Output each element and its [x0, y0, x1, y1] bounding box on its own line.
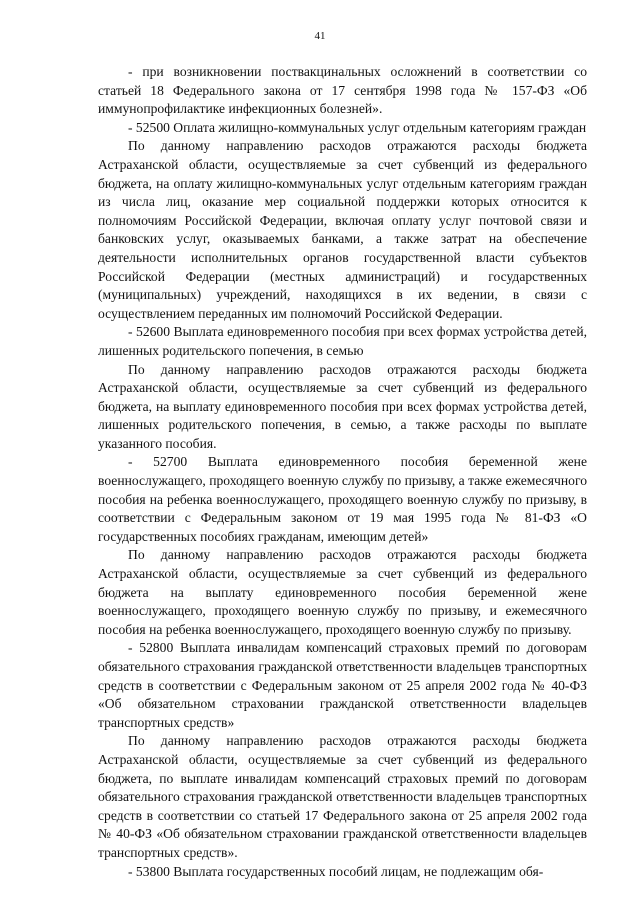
- document-body: [98, 63, 587, 881]
- paragraph: - 52800 Выплата инвалидам компенсаций страховых премий по договорам обязательного страхования гражданской ответственности владельцев транспортных средств в соответствии с Федеральным законом от 25 апреля 2002 года № 40-ФЗ «Об обязательном страховании гражданской ответственности владельцев транспортных средств»: [98, 640, 587, 730]
- paragraph: По данному направлению расходов отражаются расходы бюджета Астраханской области, осуществляемые за счет субвенций из федерального бюджета на выплату единовременного пособия беременной жене военнослужащего, проходящего военную службу по призыву, и ежемесячного пособия на ребенка военнослужащего, проходящего военную службу по призыву.: [98, 547, 587, 637]
- paragraph: По данному направлению расходов отражаются расходы бюджета Астраханской области, осуществляемые за счет субвенций из федерального бюджета, на выплату единовременного пособия при всех формах устройства детей, лишенных родительского попечения, в семью, а также расходы по выплате указанного пособия.: [98, 361, 587, 451]
- paragraph: - 52500 Оплата жилищно-коммунальных услуг отдельным категориям граждан: [128, 119, 587, 135]
- paragraph: По данному направлению расходов отражаются расходы бюджета Астраханской области, осуществляемые за счет субвенций из федерального бюджета, на оплату жилищно-коммунальных услуг отдельным категориям граждан из числа лиц, оказание мер социальной поддержки которых относится к полномочиям Российской Федерации, включая оплату услуг почтовой связи и банковских услуг, оказываемых банками, а также затрат на обеспечение деятельности исполнительных органов государственной власти субъектов Российской Федерации (местных администраций) и государственных (муниципальных) учреждений, находящихся в их ведении, в связи с осуществлением переданных им полномочий Российской Федерации.: [98, 138, 587, 321]
- paragraph: - при возникновении поствакцинальных осложнений в соответствии со статьей 18 Федерального закона от 17 сентября 1998 года № 157-ФЗ «Об иммунопрофилактике инфекционных болезней».: [98, 64, 587, 117]
- paragraph: - 52700 Выплата единовременного пособия беременной жене военнослужащего, проходящего военную службу по призыву, а также ежемесячного пособия на ребенка военнослужащего, проходящего военную службу по призыву, в соответствии с Федеральным законом от 19 мая 1995 года № 81-ФЗ «О государственных пособиях гражданам, имеющим детей»: [98, 454, 587, 544]
- paragraph: - 53800 Выплата государственных пособий лицам, не подлежащим обя-: [128, 863, 544, 879]
- paragraph: - 52600 Выплата единовременного пособия при всех формах устройства детей, лишенных родительского попечения, в семью: [98, 324, 587, 358]
- paragraph: По данному направлению расходов отражаются расходы бюджета Астраханской области, осуществляемые за счет субвенций из федерального бюджета, по выплате инвалидам компенсаций страховых премий по договорам обязательного страхования гражданской ответственности владельцев транспортных средств в соответствии со статьей 17 Федерального закона от 25 апреля 2002 года № 40-ФЗ «Об обязательном страховании гражданской ответственности владельцев транспортных средств».: [98, 733, 587, 860]
- page-number: 41: [314, 30, 326, 42]
